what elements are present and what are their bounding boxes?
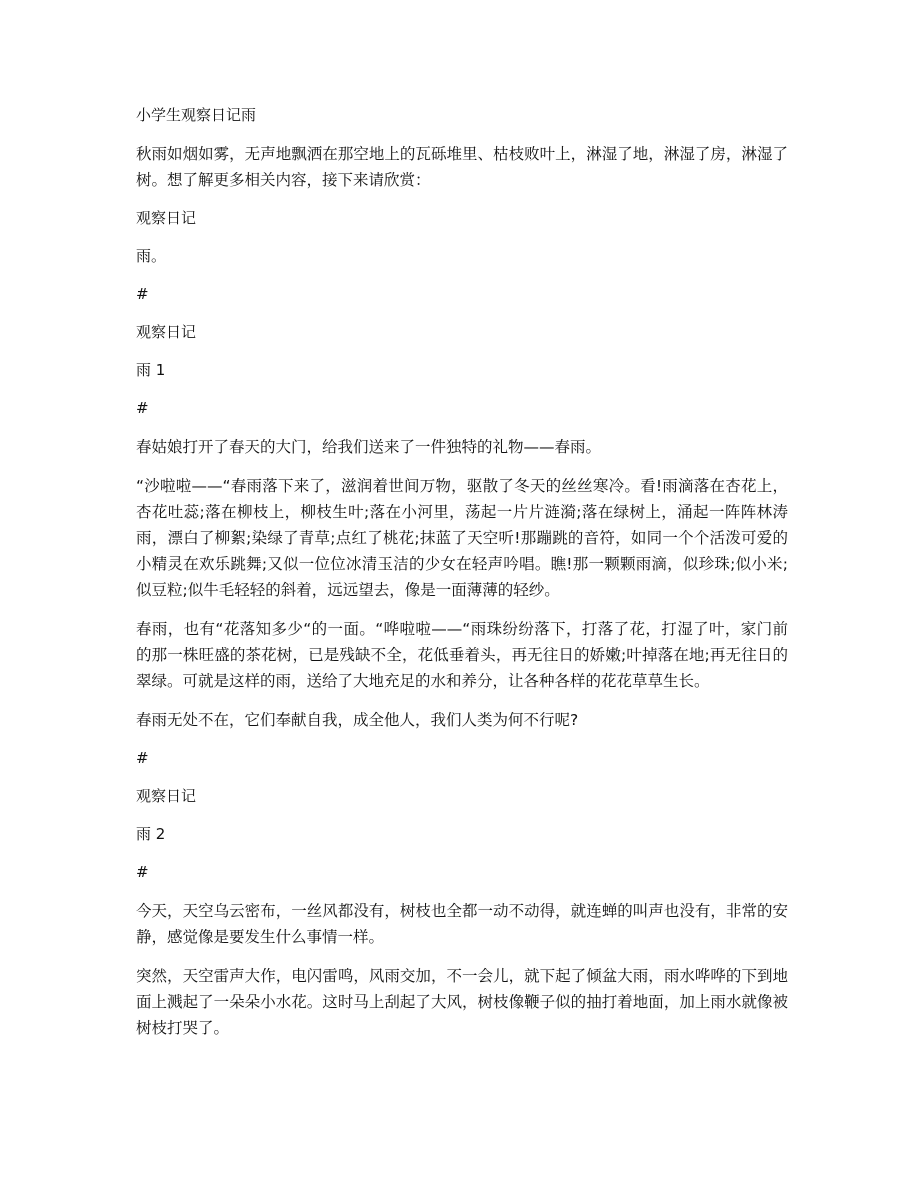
- body-paragraph: 春雨无处不在，它们奉献自我，成全他人，我们人类为何不行呢?: [136, 711, 579, 729]
- divider-hash: #: [136, 749, 149, 767]
- body-paragraph: 春姑娘打开了春天的大门，给我们送来了一件独特的礼物——春雨。: [136, 438, 602, 456]
- section-heading: 观察日记: [136, 323, 197, 341]
- body-paragraph: 今天，天空乌云密布，一丝风都没有，树枝也全都一动不动得，就连蝉的叫声也没有，非常的安静，感觉像是要发生什么事情一样。: [136, 902, 788, 946]
- section-heading: 观察日记: [136, 787, 197, 805]
- document-title: 小学生观察日记雨: [136, 106, 257, 124]
- body-paragraph: 突然，天空雷声大作，电闪雷鸣，风雨交加，不一会儿，就下起了倾盆大雨，雨水哗哗的下到地面上溅起了一朵朵小水花。这时马上刮起了大风，树枝像鞭子似的抽打着地面，加上雨水就像被树枝打哭了。: [136, 967, 788, 1037]
- section-subtitle: 雨。: [136, 247, 167, 265]
- divider-hash: #: [136, 863, 149, 881]
- body-paragraph: “沙啦啦——“春雨落下来了，滋润着世间万物，驱散了冬天的丝丝寒冷。看!雨滴落在杏花上，杏花吐蕊;落在柳枝上，柳枝生叶;落在小河里，荡起一片片涟漪;落在绿树上，涌起一阵阵林涛雨，漂白了柳絮;染绿了青草;点红了桃花;抹蓝了天空听!那蹦跳的音符，如同一个个活泼可爱的小精灵在欢乐跳舞;又似一位位冰清玉洁的少女在轻声吟唱。瞧!那一颗颗雨滴，似珍珠;似小米;似豆粒;似牛毛轻轻的斜着，远远望去，像是一面薄薄的轻纱。: [136, 477, 788, 599]
- divider-hash: #: [136, 399, 149, 417]
- intro-paragraph: 秋雨如烟如雾，无声地飘洒在那空地上的瓦砾堆里、枯枝败叶上，淋湿了地，淋湿了房，淋湿了树。想了解更多相关内容，接下来请欣赏：: [136, 145, 788, 189]
- body-paragraph: 春雨，也有“花落知多少“的一面。“哗啦啦——“雨珠纷纷落下，打落了花，打湿了叶，家门前的那一株旺盛的茶花树，已是残缺不全，花低垂着头，再无往日的娇嫩;叶掉落在地;再无往日的翠绿。可就是这样的雨，送给了大地充足的水和养分，让各种各样的花花草草生长。: [136, 620, 788, 690]
- section-subtitle: 雨 2: [136, 825, 166, 843]
- document-page: [136, 104, 788, 1054]
- divider-hash: #: [136, 285, 149, 303]
- section-heading: 观察日记: [136, 209, 197, 227]
- section-subtitle: 雨 1: [136, 361, 166, 379]
